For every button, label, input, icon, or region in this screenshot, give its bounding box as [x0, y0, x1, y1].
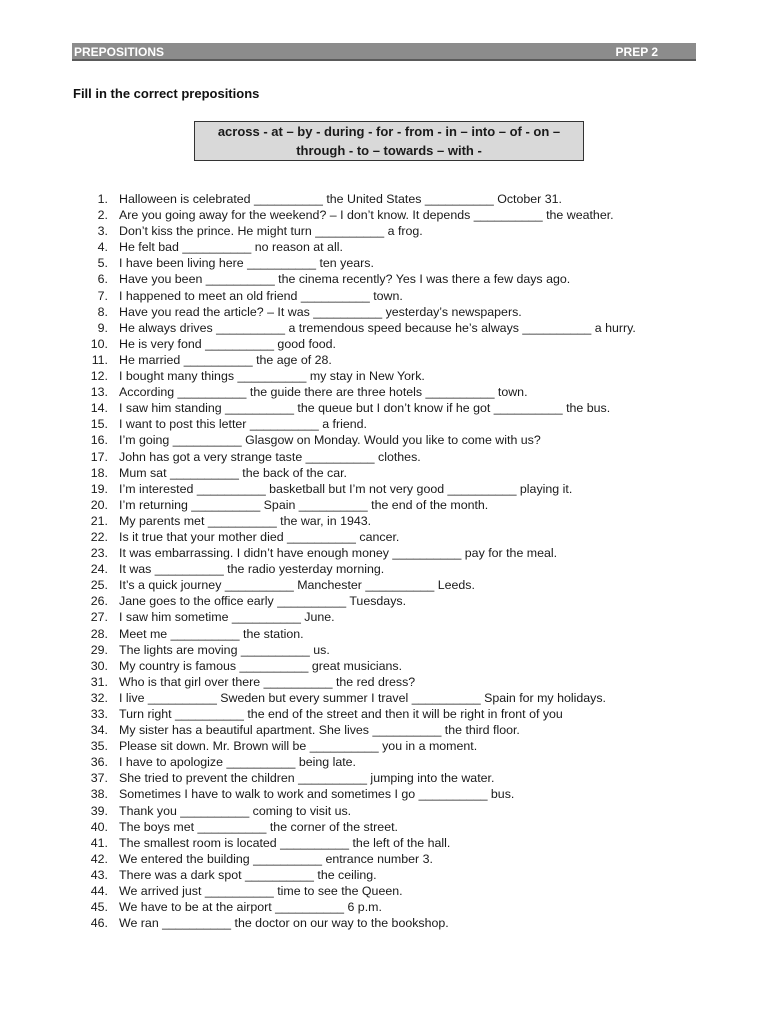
exercise-sentence: John has got a very strange taste __________ clothes. — [119, 449, 421, 464]
exercise-number: 9. — [97, 320, 108, 335]
exercise-sentence: We have to be at the airport __________ 6 p.m. — [119, 900, 382, 915]
exercise-sentence: We entered the building __________ entrance number 3. — [119, 851, 433, 866]
exercise-number: 12. — [90, 369, 108, 384]
exercise-number: 16. — [90, 433, 108, 448]
exercise-sentence: Jane goes to the office early __________ Tuesdays. — [119, 594, 407, 609]
exercise-sentence: Turn right __________ the end of the street and then it will be right in front of you — [119, 707, 563, 721]
exercise-number: 37. — [90, 771, 108, 786]
exercise-number: 7. — [97, 288, 108, 303]
exercise-sentence: We ran __________ the doctor on our way to the bookshop. — [119, 916, 449, 931]
exercise-number: 41. — [90, 835, 108, 850]
exercise-number: 45. — [90, 900, 108, 915]
exercise-item — [0, 561, 768, 577]
exercise-number: 46. — [90, 916, 108, 931]
exercise-item — [0, 288, 768, 304]
exercise-item — [0, 754, 768, 770]
exercise-sentence: Meet me __________ the station. — [119, 626, 304, 641]
exercise-number: 25. — [90, 578, 108, 593]
exercise-number: 32. — [90, 690, 108, 705]
exercise-sentence: My country is famous __________ great musicians. — [119, 658, 403, 673]
exercise-number: 42. — [90, 851, 108, 866]
exercise-sentence: It was __________ the radio yesterday morning. — [119, 562, 385, 577]
exercise-sentence: I’m going __________ Glasgow on Monday. Would you like to come with us? — [119, 433, 541, 448]
exercise-sentence: There was a dark spot __________ the ceiling. — [119, 867, 377, 882]
exercise-item — [0, 255, 768, 271]
exercise-item — [0, 465, 768, 481]
exercise-number: 31. — [90, 674, 108, 689]
exercise-number: 8. — [97, 304, 108, 319]
exercise-item — [0, 577, 768, 593]
exercise-item — [0, 738, 768, 754]
exercise-number: 35. — [90, 739, 108, 754]
exercise-sentence: It’s a quick journey __________ Manchester __________ Leeds. — [119, 578, 475, 593]
exercise-sentence: I live __________ Sweden but every summer I travel __________ Spain for my holidays. — [119, 690, 606, 705]
exercise-sentence: The lights are moving __________ us. — [119, 642, 330, 657]
exercise-number: 23. — [90, 546, 108, 561]
exercise-item — [0, 320, 768, 336]
exercise-sentence: I saw him sometime __________ June. — [119, 610, 335, 625]
exercise-sentence: The boys met __________ the corner of the street. — [119, 819, 398, 834]
exercise-item — [0, 706, 768, 722]
exercise-item — [0, 207, 768, 223]
exercise-list — [0, 191, 768, 931]
exercise-number: 4. — [97, 240, 108, 255]
preposition-word-box — [194, 121, 584, 161]
exercise-number: 2. — [97, 208, 108, 223]
word-box-line-2: through - to – towards – with - — [296, 143, 482, 158]
exercise-item — [0, 304, 768, 320]
exercise-number: 28. — [90, 626, 108, 641]
exercise-item — [0, 786, 768, 802]
exercise-sentence: Sometimes I have to walk to work and sometimes I go __________ bus. — [119, 787, 515, 802]
worksheet-code: PREP 2 — [615, 45, 658, 59]
exercise-sentence: The smallest room is located __________ the left of the hall. — [119, 835, 451, 850]
exercise-item — [0, 545, 768, 561]
exercise-sentence: Thank you __________ coming to visit us. — [119, 803, 352, 818]
exercise-item — [0, 835, 768, 851]
exercise-number: 20. — [90, 497, 108, 512]
exercise-item — [0, 593, 768, 609]
exercise-sentence: She tried to prevent the children __________ jumping into the water. — [119, 771, 495, 786]
exercise-item — [0, 449, 768, 465]
exercise-number: 26. — [90, 594, 108, 609]
worksheet-title: PREPOSITIONS — [74, 45, 165, 59]
exercise-sentence: I have been living here __________ ten years. — [119, 256, 374, 271]
exercise-item — [0, 658, 768, 674]
exercise-number: 10. — [90, 336, 108, 351]
exercise-number: 27. — [90, 610, 108, 625]
exercise-item — [0, 336, 768, 352]
exercise-item — [0, 867, 768, 883]
exercise-number: 17. — [90, 449, 108, 464]
exercise-number: 1. — [97, 192, 108, 206]
exercise-number: 38. — [90, 787, 108, 802]
exercise-sentence: I bought many things __________ my stay in New York. — [119, 369, 425, 384]
exercise-item — [0, 642, 768, 658]
exercise-number: 6. — [97, 272, 108, 287]
exercise-item — [0, 819, 768, 835]
exercise-number: 13. — [90, 385, 108, 400]
exercise-item — [0, 690, 768, 706]
exercise-number: 15. — [90, 417, 108, 432]
exercise-item — [0, 432, 768, 448]
exercise-sentence: My sister has a beautiful apartment. She lives __________ the third floor. — [119, 723, 520, 738]
exercise-number: 22. — [90, 529, 108, 544]
exercise-item — [0, 609, 768, 625]
exercise-item — [0, 191, 768, 207]
exercise-item — [0, 529, 768, 545]
exercise-item — [0, 851, 768, 867]
exercise-sentence: Mum sat __________ the back of the car. — [119, 465, 347, 480]
exercise-number: 19. — [90, 481, 108, 496]
exercise-number: 34. — [90, 723, 108, 738]
word-box-line-1: across - at – by - during - for - from - in – into – of - on – — [217, 124, 561, 139]
exercise-number: 30. — [90, 658, 108, 673]
exercise-sentence: Is it true that your mother died __________ cancer. — [119, 529, 400, 544]
exercise-number: 33. — [90, 707, 108, 721]
exercise-sentence: Who is that girl over there __________ the red dress? — [119, 674, 416, 689]
exercise-number: 40. — [90, 819, 108, 834]
exercise-sentence: He married __________ the age of 28. — [119, 352, 332, 367]
exercise-item — [0, 626, 768, 642]
exercise-sentence: I want to post this letter __________ a friend. — [119, 417, 367, 432]
exercise-item — [0, 803, 768, 819]
exercise-number: 5. — [97, 256, 108, 271]
exercise-sentence: I’m returning __________ Spain __________ the end of the month. — [119, 497, 489, 512]
exercise-item — [0, 368, 768, 384]
exercise-item — [0, 352, 768, 368]
exercise-item — [0, 674, 768, 690]
exercise-item — [0, 416, 768, 432]
exercise-number: 24. — [90, 562, 108, 577]
exercise-sentence: I saw him standing __________ the queue but I don’t know if he got __________ the bus. — [119, 401, 611, 416]
exercise-sentence: He always drives __________ a tremendous speed because he’s always __________ a hurry. — [119, 320, 636, 335]
exercise-number: 36. — [90, 755, 108, 770]
exercise-sentence: I happened to meet an old friend __________ town. — [119, 288, 403, 303]
exercise-item — [0, 915, 768, 931]
exercise-sentence: It was embarrassing. I didn’t have enough money __________ pay for the meal. — [119, 546, 558, 561]
exercise-number: 3. — [97, 224, 108, 239]
exercise-item — [0, 722, 768, 738]
exercise-sentence: He felt bad __________ no reason at all. — [119, 240, 343, 255]
exercise-number: 21. — [90, 513, 108, 528]
exercise-item — [0, 384, 768, 400]
exercise-sentence: I have to apologize __________ being late. — [119, 755, 356, 770]
header-bar — [72, 43, 696, 61]
exercise-number: 39. — [90, 803, 108, 818]
exercise-sentence: We arrived just __________ time to see the Queen. — [119, 884, 403, 899]
exercise-item — [0, 770, 768, 786]
exercise-item — [0, 481, 768, 497]
exercise-item — [0, 239, 768, 255]
exercise-sentence: My parents met __________ the war, in 1943. — [119, 513, 372, 528]
exercise-number: 29. — [90, 642, 108, 657]
exercise-item — [0, 497, 768, 513]
exercise-item — [0, 883, 768, 899]
exercise-sentence: Don’t kiss the prince. He might turn __________ a frog. — [119, 224, 423, 239]
exercise-item — [0, 400, 768, 416]
exercise-item — [0, 271, 768, 287]
exercise-sentence: Have you read the article? – It was __________ yesterday’s newspapers. — [119, 304, 522, 319]
exercise-sentence: He is very fond __________ good food. — [119, 336, 336, 351]
exercise-number: 43. — [90, 867, 108, 882]
exercise-number: 44. — [90, 884, 108, 899]
exercise-sentence: Have you been __________ the cinema recently? Yes I was there a few days ago. — [119, 272, 571, 287]
exercise-sentence: Are you going away for the weekend? – I don’t know. It depends __________ the weather. — [119, 208, 614, 223]
exercise-number: 14. — [90, 401, 108, 416]
exercise-item — [0, 899, 768, 915]
exercise-sentence: According __________ the guide there are three hotels __________ town. — [119, 385, 528, 400]
exercise-sentence: Halloween is celebrated __________ the United States __________ October 31. — [119, 192, 562, 206]
instruction-heading: Fill in the correct prepositions — [73, 86, 260, 101]
exercise-item — [0, 223, 768, 239]
exercise-item — [0, 513, 768, 529]
exercise-number: 18. — [90, 465, 108, 480]
exercise-sentence: Please sit down. Mr. Brown will be __________ you in a moment. — [119, 739, 478, 754]
exercise-sentence: I’m interested __________ basketball but I’m not very good __________ playing it. — [119, 481, 573, 496]
exercise-number: 11. — [91, 352, 108, 367]
